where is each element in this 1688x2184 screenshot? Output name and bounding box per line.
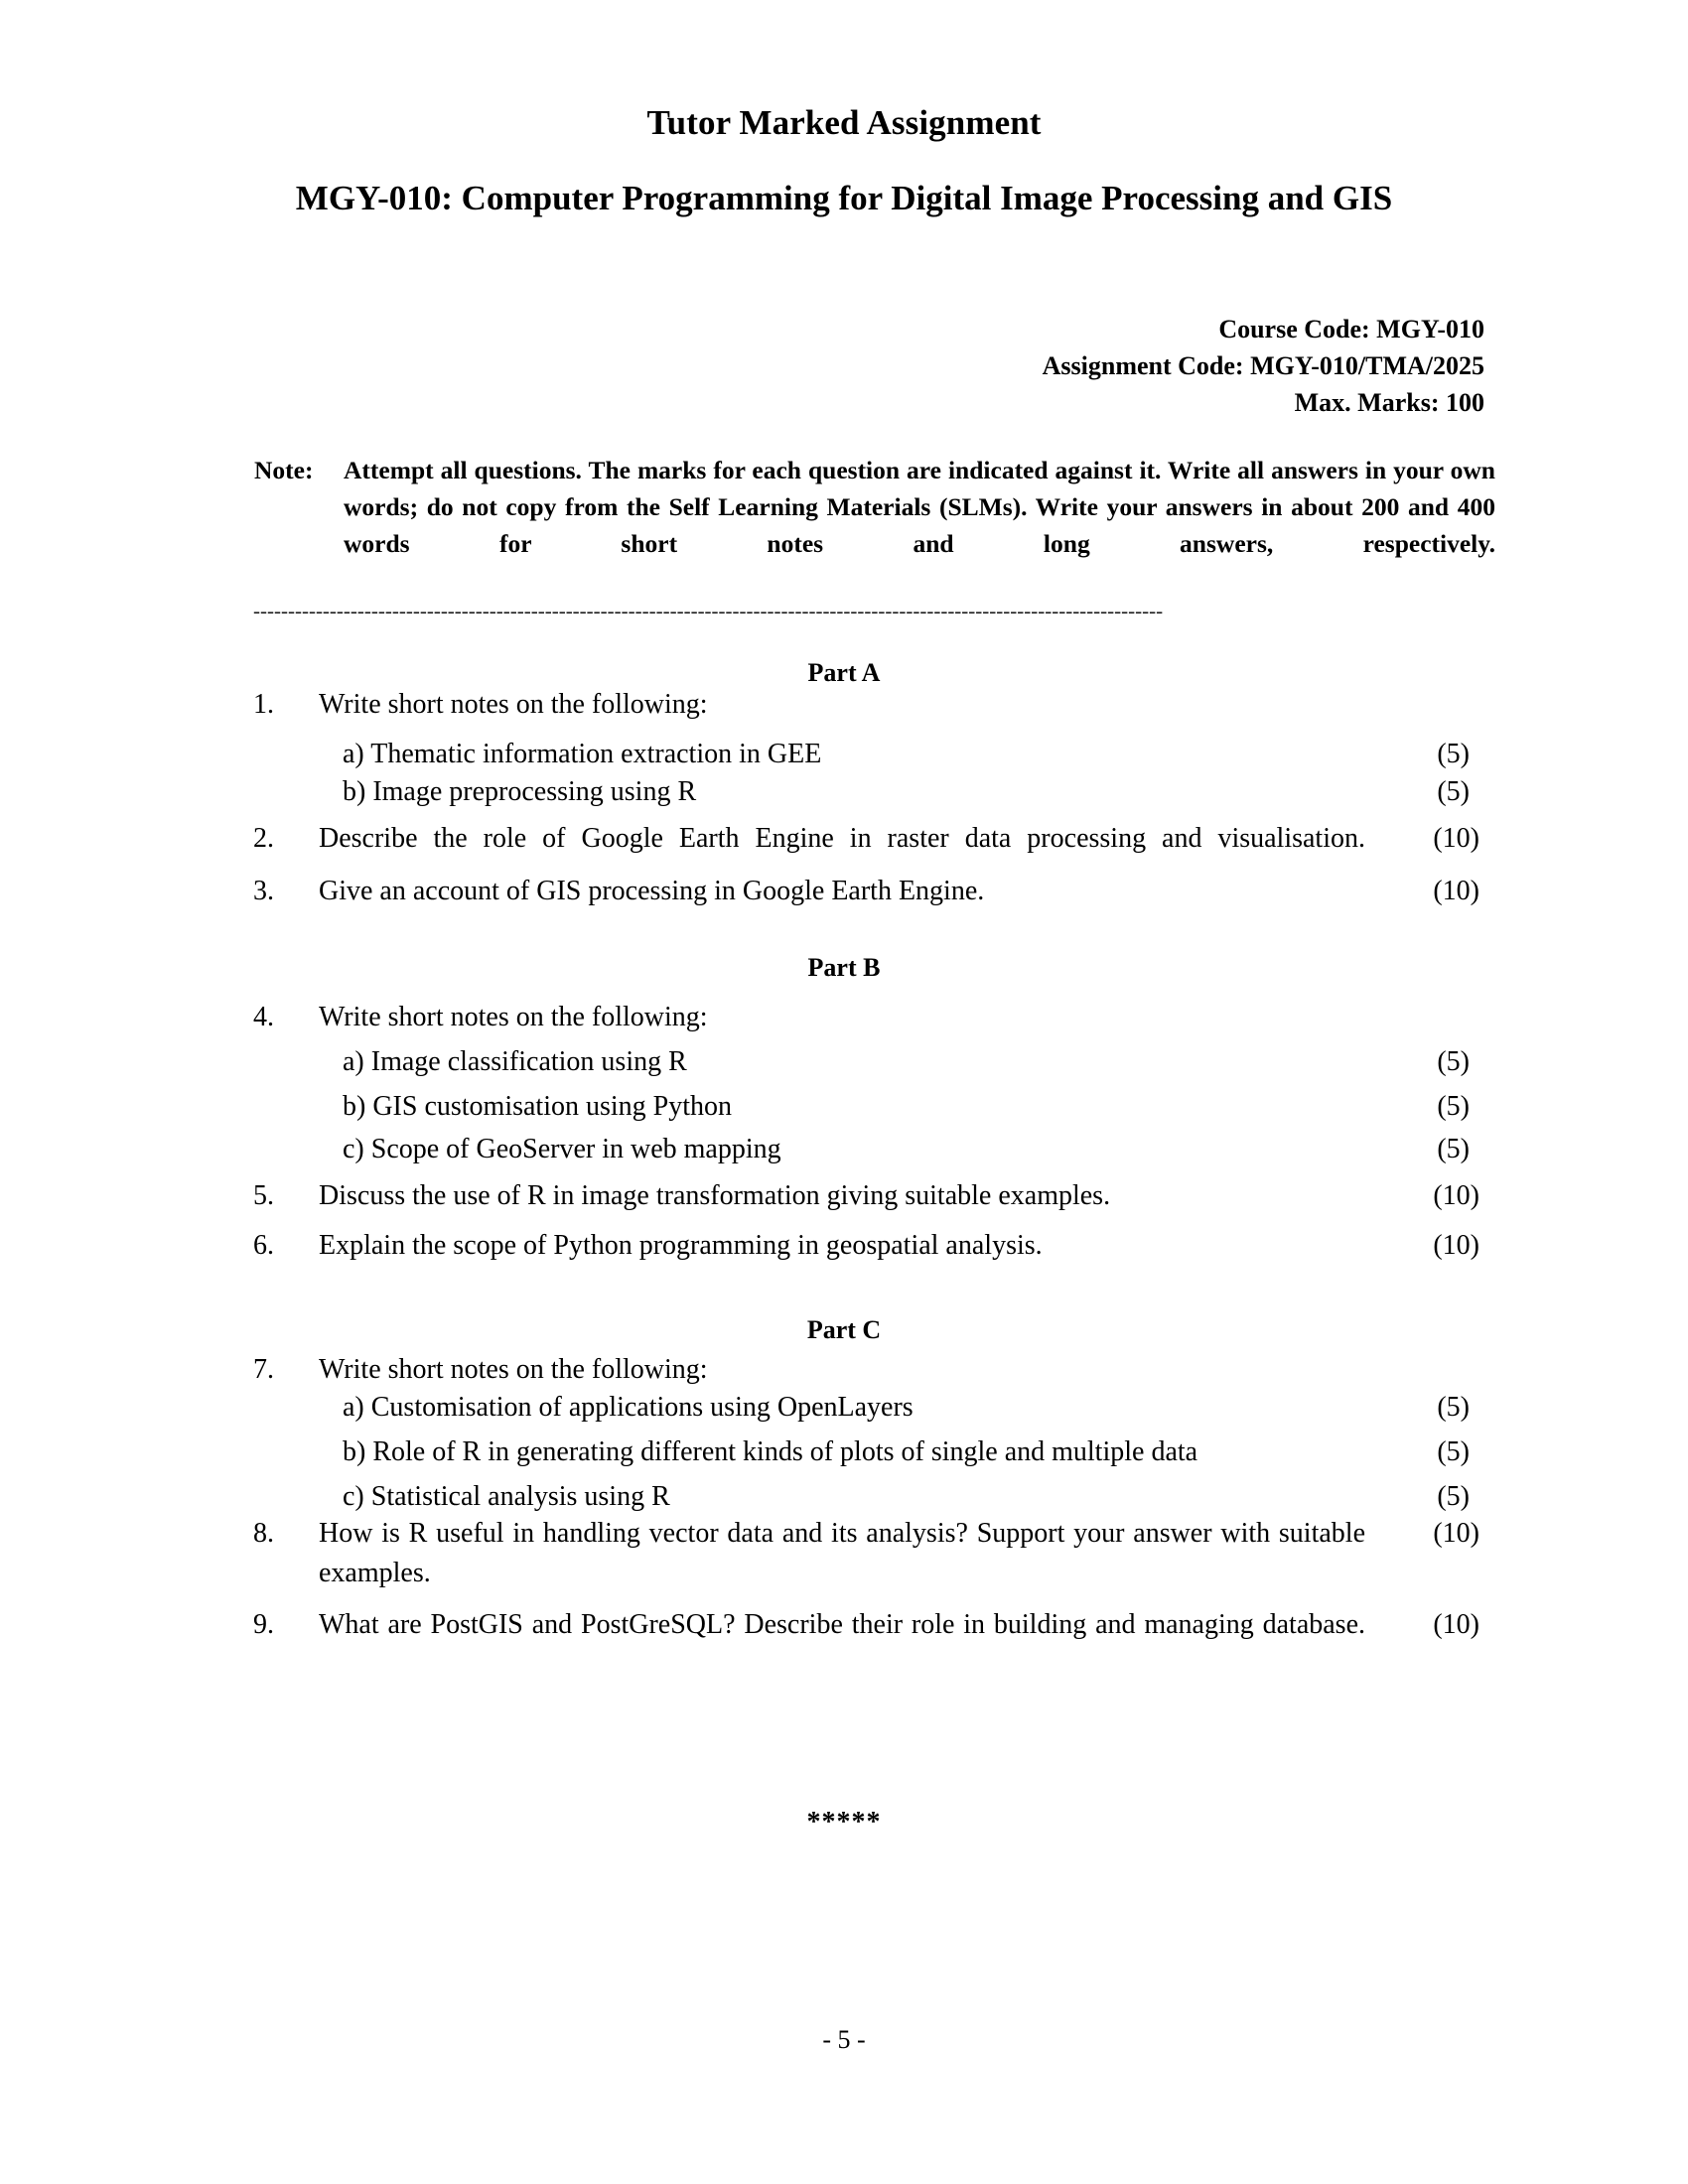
- course-code: Course Code: MGY-010: [1218, 315, 1484, 343]
- question-text: Describe the role of Google Earth Engine in raster data processing and visualisation.: [319, 823, 1365, 854]
- question-text: Explain the scope of Python programming in geospatial analysis.: [319, 1230, 1043, 1261]
- question-subitem: [253, 1087, 1479, 1126]
- question-row: [253, 998, 1479, 1037]
- course-code-block: [1043, 312, 1484, 422]
- question-marks: (10): [1433, 1180, 1479, 1211]
- question-row: [253, 1226, 1479, 1266]
- question-number: 6.: [253, 1230, 274, 1261]
- part-heading: Part C: [806, 1315, 882, 1344]
- part-heading: Part B: [807, 953, 881, 982]
- part-heading: Part A: [807, 658, 881, 687]
- question-text: Write short notes on the following:: [319, 1002, 708, 1032]
- question-marks: (10): [1433, 1609, 1479, 1640]
- question-row: [253, 685, 1479, 725]
- subitem-marks: (5): [1437, 1392, 1470, 1423]
- question-marks: (10): [1433, 1518, 1479, 1549]
- subitem-label: c) Statistical analysis using R: [343, 1481, 670, 1512]
- subitem-label: a) Thematic information extraction in GEE: [343, 739, 822, 769]
- subitem-marks: (5): [1437, 739, 1470, 769]
- question-marks: (10): [1433, 823, 1479, 854]
- question-text: Write short notes on the following:: [319, 1354, 708, 1385]
- question-number: 2.: [253, 823, 274, 854]
- subitem-label: a) Customisation of applications using OpenLayers: [343, 1392, 914, 1423]
- question-text: What are PostGIS and PostGreSQL? Describe their role in building and managing database.: [319, 1609, 1365, 1640]
- subitem-label: b) Image preprocessing using R: [343, 776, 697, 807]
- question-number: 4.: [253, 1002, 274, 1032]
- question-row: [253, 872, 1479, 911]
- subitem-label: a) Image classification using R: [343, 1046, 687, 1077]
- question-number: 3.: [253, 876, 274, 906]
- question-row: [253, 1350, 1479, 1390]
- question-number: 7.: [253, 1354, 274, 1385]
- question-number: 8.: [253, 1518, 274, 1549]
- question-text: How is R useful in handling vector data and its analysis? Support your answer with suitable examples.: [319, 1518, 1365, 1588]
- note-label: Note:: [254, 456, 314, 484]
- question-row: [253, 1605, 1479, 1685]
- question-number: 9.: [253, 1609, 274, 1640]
- subitem-marks: (5): [1437, 1481, 1470, 1512]
- subitem-marks: (5): [1437, 1046, 1470, 1077]
- subitem-marks: (5): [1437, 776, 1470, 807]
- subitem-label: b) GIS customisation using Python: [343, 1091, 733, 1122]
- max-marks: Max. Marks: 100: [1294, 387, 1484, 417]
- subitem-marks: (5): [1437, 1134, 1470, 1164]
- question-marks: (10): [1433, 876, 1479, 906]
- question-subitem: [253, 1433, 1479, 1471]
- question-number: 1.: [253, 689, 274, 720]
- question-marks: (10): [1433, 1230, 1479, 1261]
- question-row: [253, 1176, 1479, 1216]
- question-subitem: [253, 1042, 1479, 1081]
- question-text: Write short notes on the following:: [319, 689, 708, 720]
- question-number: 5.: [253, 1180, 274, 1211]
- subitem-label: b) Role of R in generating different kinds of plots of single and multiple data: [343, 1436, 1198, 1467]
- question-text: Give an account of GIS processing in Google Earth Engine.: [319, 876, 985, 906]
- question-subitem: [253, 772, 1479, 811]
- question-subitem: [253, 735, 1479, 773]
- section-divider: -----------------------------------------------------------------------------------------------------------------------------------: [253, 601, 1164, 621]
- question-text: Discuss the use of R in image transformation giving suitable examples.: [319, 1180, 1111, 1211]
- question-subitem: [253, 1477, 1479, 1516]
- subitem-marks: (5): [1437, 1091, 1470, 1122]
- document-title: Tutor Marked Assignment: [646, 103, 1042, 142]
- end-mark: *****: [806, 1807, 882, 1838]
- assignment-code: Assignment Code: MGY-010/TMA/2025: [1042, 350, 1484, 380]
- subitem-marks: (5): [1437, 1436, 1470, 1467]
- note-block: [254, 453, 1495, 600]
- question-subitem: [253, 1388, 1479, 1427]
- subitem-label: c) Scope of GeoServer in web mapping: [343, 1134, 781, 1164]
- note-body: Attempt all questions. The marks for each question are indicated against it. Write all answers in your own words; do not copy from the Self Learning Materials (SLMs). Write your answers in about 200 and 400 words for short notes and long answers, respectively.: [344, 456, 1495, 558]
- question-subitem: [253, 1130, 1479, 1168]
- page-number: - 5 -: [822, 2025, 866, 2054]
- course-title: MGY-010: Computer Programming for Digital Image Processing and GIS: [295, 179, 1393, 217]
